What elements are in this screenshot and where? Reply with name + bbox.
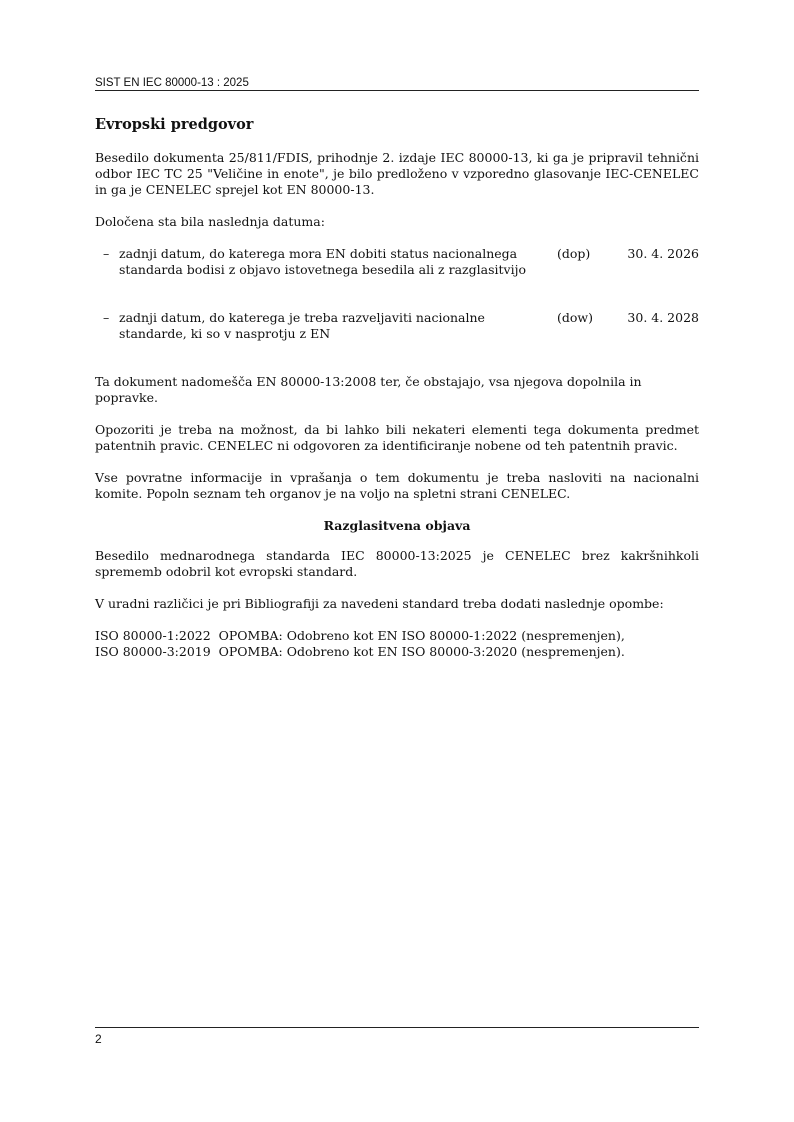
- note-line: ISO 80000-1:2022 OPOMBA: Odobreno kot EN ISO 80000-1:2022 (nespremenjen),: [95, 628, 625, 643]
- date-value: 30. 4. 2028: [627, 310, 699, 325]
- page-number: 2: [95, 1032, 102, 1046]
- header-divider: [95, 90, 699, 91]
- foreword-paragraph-1: Besedilo dokumenta 25/811/FDIS, prihodnje 2. izdaje IEC 80000-13, ki ga je pripravil tehnični odbor IEC TC 25 "Veličine in enote", je bilo predloženo v vzporedno glasovanje IEC-CENELEC in ga je CENELEC sprejel kot EN 80000-13.: [95, 150, 699, 197]
- foreword-title: Evropski predgovor: [95, 116, 254, 133]
- page-content: [95, 116, 699, 660]
- date-item-dop: [95, 246, 699, 294]
- foreword-paragraph-4: Opozoriti je treba na možnost, da bi lahko bili nekateri elementi tega dokumenta predmet patentnih pravic. CENELEC ni odgovoren za identificiranje nobene od teh patentnih pravic.: [95, 422, 699, 453]
- bibliography-notes: [95, 628, 699, 660]
- date-abbreviation: (dop): [557, 246, 591, 261]
- date-item-dow: [95, 310, 699, 358]
- endorsement-paragraph-1: Besedilo mednarodnega standarda IEC 80000-13:2025 je CENELEC brez kakršnihkoli sprememb odobril kot evropski standard.: [95, 548, 699, 579]
- foreword-paragraph-2: Določena sta bila naslednja datuma:: [95, 214, 325, 229]
- date-description: zadnji datum, do katerega mora EN dobiti status nacionalnega standarda bodisi z objavo istovetnega besedila ali z razglasitvijo: [119, 246, 526, 277]
- date-abbreviation: (dow): [557, 310, 593, 325]
- note-line: ISO 80000-3:2019 OPOMBA: Odobreno kot EN ISO 80000-3:2020 (nespremenjen).: [95, 644, 625, 659]
- date-value: 30. 4. 2026: [627, 246, 699, 261]
- document-id: SIST EN IEC 80000-13 : 2025: [95, 77, 249, 89]
- foreword-paragraph-3: Ta dokument nadomešča EN 80000-13:2008 ter, če obstajajo, vsa njegova dopolnila in popravke.: [95, 374, 642, 405]
- date-description: zadnji datum, do katerega je treba razveljaviti nacionalne standarde, ki so v nasprotju z EN: [119, 310, 485, 341]
- footer-divider: [95, 1027, 699, 1028]
- list-dash: –: [103, 310, 110, 325]
- foreword-paragraph-5: Vse povratne informacije in vprašanja o tem dokumentu je treba nasloviti na nacionalni komite. Popoln seznam teh organov je na voljo na spletni strani CENELEC.: [95, 470, 699, 501]
- dates-list: [95, 246, 699, 358]
- endorsement-paragraph-2: V uradni različici je pri Bibliografiji za navedeni standard treba dodati naslednje opombe:: [95, 596, 664, 611]
- list-dash: –: [103, 246, 110, 261]
- endorsement-title: Razglasitvena objava: [323, 518, 471, 533]
